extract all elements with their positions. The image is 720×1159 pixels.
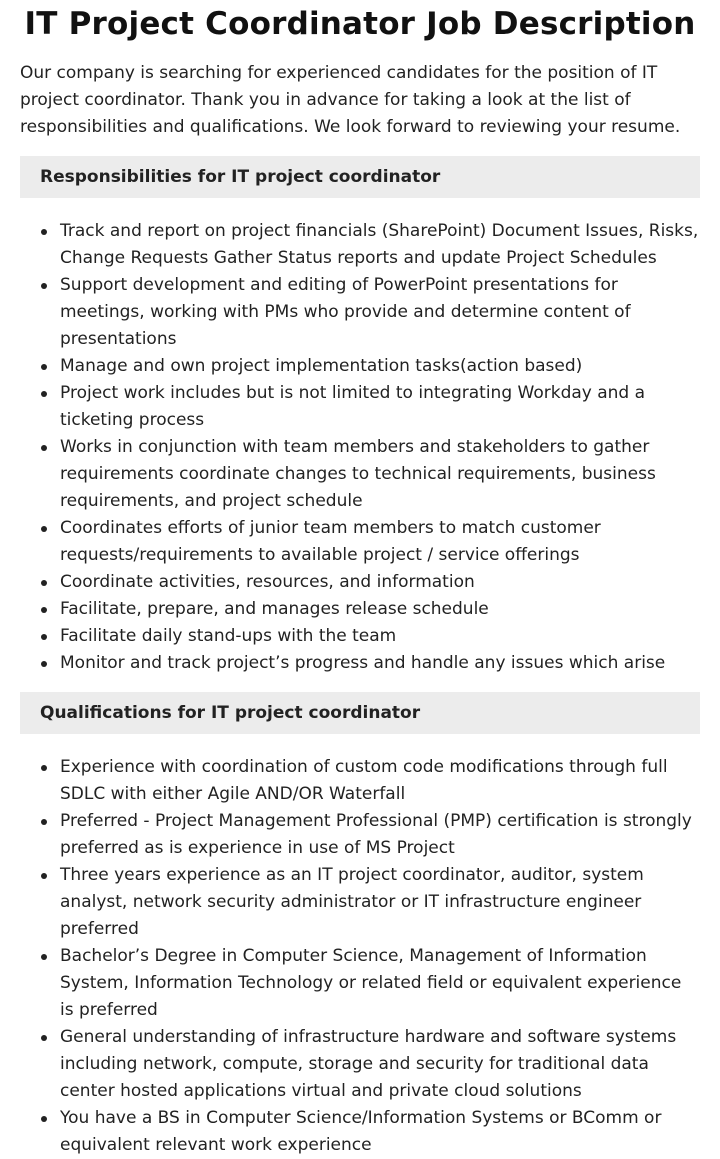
responsibility-item: Facilitate daily stand-ups with the team bbox=[60, 623, 700, 650]
responsibility-item: Coordinates efforts of junior team members to match customer requests/requirements to available project / service offerings bbox=[60, 515, 700, 569]
responsibilities-heading: Responsibilities for IT project coordinator bbox=[20, 156, 700, 198]
intro-paragraph: Our company is searching for experienced candidates for the position of IT project coordinator. Thank you in advance for taking a look at the list of responsibilities and qualifications. We look forward to reviewing your resume. bbox=[20, 63, 681, 137]
qualification-item: Preferred - Project Management Professional (PMP) certification is strongly preferred as is experience in use of MS Project bbox=[60, 808, 700, 862]
responsibility-item: Coordinate activities, resources, and information bbox=[60, 569, 700, 596]
qualification-item: Three years experience as an IT project coordinator, auditor, system analyst, network security administrator or IT infrastructure engineer preferred bbox=[60, 862, 700, 943]
qualifications-list bbox=[20, 754, 700, 1159]
responsibility-item: Facilitate, prepare, and manages release schedule bbox=[60, 596, 700, 623]
qualification-item: General understanding of infrastructure hardware and software systems including network, compute, storage and security for traditional data center hosted applications virtual and private cloud solutions bbox=[60, 1024, 700, 1105]
qualification-item: Bachelor’s Degree in Computer Science, Management of Information System, Information Technology or related field or equivalent experience is preferred bbox=[60, 943, 700, 1024]
qualification-item: You have a BS in Computer Science/Information Systems or BComm or equivalent relevant work experience bbox=[60, 1105, 700, 1159]
responsibility-item: Project work includes but is not limited to integrating Workday and a ticketing process bbox=[60, 380, 700, 434]
responsibility-item: Support development and editing of PowerPoint presentations for meetings, working with PMs who provide and determine content of presentations bbox=[60, 272, 700, 353]
page-title: IT Project Coordinator Job Description bbox=[24, 6, 696, 42]
qualification-item: Experience with coordination of custom code modifications through full SDLC with either Agile AND/OR Waterfall bbox=[60, 754, 700, 808]
responsibilities-list bbox=[20, 218, 700, 677]
responsibility-item: Track and report on project financials (SharePoint) Document Issues, Risks, Change Requests Gather Status reports and update Project Schedules bbox=[60, 218, 700, 272]
qualifications-heading: Qualifications for IT project coordinator bbox=[20, 692, 700, 734]
responsibility-item: Monitor and track project’s progress and handle any issues which arise bbox=[60, 650, 700, 677]
responsibility-item: Manage and own project implementation tasks(action based) bbox=[60, 353, 700, 380]
responsibility-item: Works in conjunction with team members and stakeholders to gather requirements coordinate changes to technical requirements, business requirements, and project schedule bbox=[60, 434, 700, 515]
